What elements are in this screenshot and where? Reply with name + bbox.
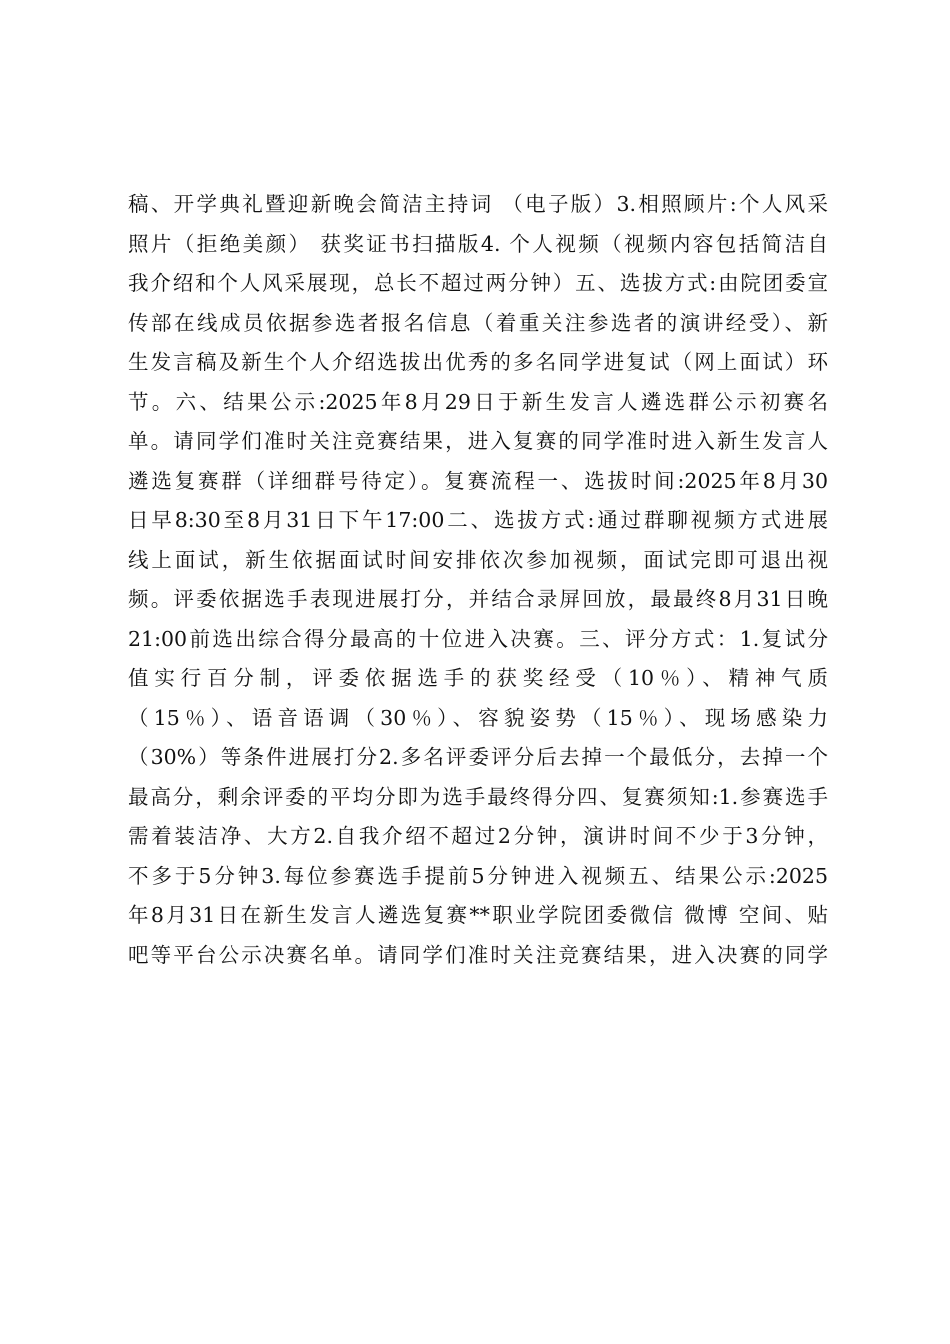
- text-line: 照片（拒绝美颜） 获奖证书扫描版4. 个人视频（视频内容包括简洁自: [128, 231, 828, 256]
- text-line: 吧等平台公示决赛名单。请同学们准时关注竞赛结果，进入决赛的同学: [128, 942, 828, 967]
- text-line: 线上面试，新生依据面试时间安排依次参加视频，面试完即可退出视: [128, 547, 828, 572]
- text-line: 稿、开学典礼暨迎新晚会简洁主持词 （电子版）3.相照顾片:个人风采: [128, 192, 828, 216]
- text-line: （30%）等条件进展打分2.多名评委评分后去掉一个最低分，去掉一个: [128, 745, 828, 769]
- text-line: 日早8:30至8月31日下午17:00二、选拔方式:通过群聊视频方式进展: [128, 508, 828, 532]
- text-line: （15％）、语音语调（30％）、容貌姿势（15％）、现场感染力: [128, 705, 828, 730]
- text-line: 遴选复赛群（详细群号待定）。复赛流程一、选拔时间:2025年8月30: [128, 468, 828, 493]
- text-line: 频。评委依据选手表现进展打分，并结合录屏回放，最最终8月31日晚: [128, 587, 828, 611]
- text-line: 生发言稿及新生个人介绍选拔出优秀的多名同学进复试（网上面试）环: [128, 350, 828, 374]
- text-line: 单。请同学们准时关注竞赛结果，进入复赛的同学准时进入新生发言人: [128, 429, 828, 453]
- text-line: 最高分，剩余评委的平均分即为选手最终得分四、复赛须知:1.参赛选手: [128, 784, 828, 809]
- text-line: 我介绍和个人风采展现，总长不超过两分钟）五、选拔方式:由院团委宣: [128, 271, 828, 295]
- body-text: [128, 185, 828, 975]
- text-line: 不多于5分钟3.每位参赛选手提前5分钟进入视频五、结果公示:2025: [128, 863, 828, 888]
- text-line: 节。六、结果公示:2025年8月29日于新生发言人遴选群公示初赛名: [128, 389, 828, 414]
- text-line: 需着装洁净、大方2.自我介绍不超过2分钟，演讲时间不少于3分钟，: [128, 824, 828, 848]
- text-line: 21:00前选出综合得分最高的十位进入决赛。三、评分方式：1.复试分: [128, 626, 828, 651]
- text-line: 传部在线成员依据参选者报名信息（着重关注参选者的演讲经受）、新: [128, 310, 828, 335]
- text-line: 值实行百分制，评委依据选手的获奖经受（10％）、精神气质: [128, 666, 828, 690]
- text-line: 年8月31日在新生发言人遴选复赛**职业学院团委微信 微博 空间、贴: [128, 903, 828, 927]
